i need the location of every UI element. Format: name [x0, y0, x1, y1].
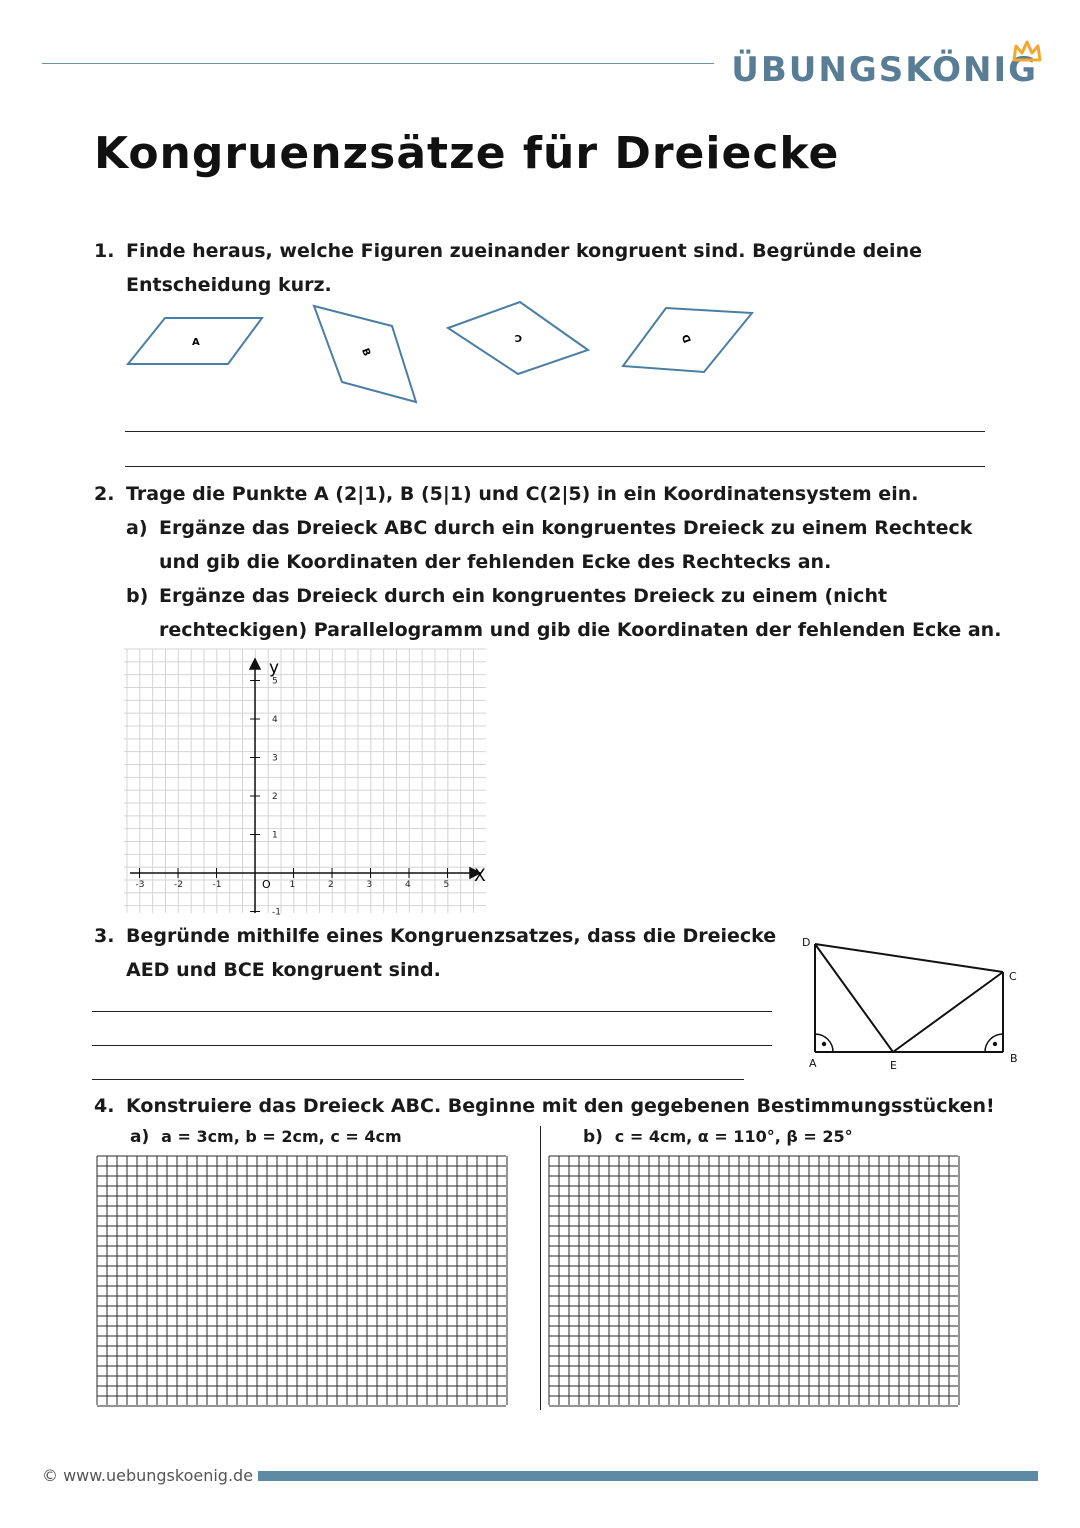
y-tick-label: 2: [272, 792, 278, 802]
task-number: 2.: [94, 483, 115, 505]
answer-line[interactable]: [92, 1079, 744, 1080]
point-label-b: B: [1010, 1052, 1018, 1065]
task-text: Finde heraus, welche Figuren zueinander kongruent sind. Begründe deine: [126, 240, 922, 262]
point-label-a: A: [809, 1057, 817, 1070]
x-tick-label: 2: [328, 880, 334, 890]
parallelogram-figures: [0, 0, 1080, 420]
brand-logo: ÜBUNGSKÖNIG: [731, 50, 1038, 90]
y-tick-label: 5: [272, 676, 278, 687]
quadrilateral-figure: [795, 930, 1035, 1075]
side-dc: [815, 944, 1003, 972]
x-tick-label: 1: [289, 880, 296, 890]
task-text: Trage die Punkte A (2|1), B (5|1) und C(2|5) in ein Koordinatensystem ein.: [126, 483, 919, 505]
subtask-label: b): [126, 585, 149, 607]
task-text: Konstruiere das Dreieck ABC. Beginne mit den gegebenen Bestimmungsstücken!: [126, 1095, 995, 1117]
construction-grid-a[interactable]: [96, 1155, 508, 1407]
task-text: Entscheidung kurz.: [126, 274, 332, 296]
y-axis-arrow: [250, 659, 260, 669]
x-tick-label: 4: [405, 880, 411, 890]
subtask-label: a): [130, 1127, 150, 1147]
task-text: Begründe mithilfe eines Kongruenzsatzes, dass die Dreiecke: [126, 925, 777, 947]
subtask-text: c = 4cm, α = 110°, β = 25°: [614, 1127, 853, 1146]
answer-line[interactable]: [125, 431, 985, 432]
subtask-label: a): [126, 517, 148, 539]
x-axis-label: X: [474, 866, 486, 886]
answer-line[interactable]: [125, 466, 985, 467]
footer-copyright: © www.uebungskoenig.de: [42, 1466, 254, 1485]
shape-label-c: C: [514, 332, 522, 343]
task-3: [94, 919, 794, 987]
point-label-c: C: [1009, 970, 1017, 983]
segment-de: [815, 944, 893, 1052]
task-2: [94, 477, 1034, 647]
page-title: Kongruenzsätze für Dreiecke: [94, 128, 840, 179]
subtask-label: b): [583, 1127, 603, 1147]
subtask-a: [130, 1127, 402, 1147]
shape-label-b: B: [359, 346, 372, 358]
segment-ec: [893, 972, 1003, 1052]
x-tick-label: 3: [366, 880, 373, 890]
construction-grid-b[interactable]: [548, 1155, 960, 1407]
y-tick-label: 4: [272, 715, 278, 725]
y-tick-label: 3: [272, 753, 278, 764]
task-number: 4.: [94, 1095, 115, 1117]
point-label-d: D: [802, 936, 811, 949]
y-axis-label: y: [269, 658, 280, 678]
point-label-e: E: [890, 1059, 897, 1072]
origin-label: O: [262, 878, 271, 891]
subtask-b: [583, 1127, 853, 1147]
task-text: Ergänze das Dreieck ABC durch ein kongruentes Dreieck zu einem Rechteck: [159, 517, 973, 539]
task-text: und gib die Koordinaten der fehlenden Ecke des Rechtecks an.: [159, 551, 832, 573]
x-tick-label: -1: [212, 880, 222, 890]
answer-line[interactable]: [92, 1045, 772, 1046]
shape-label-d: D: [680, 332, 694, 345]
shape-label-a: A: [192, 337, 200, 348]
task-text: Ergänze das Dreieck durch ein kongruentes Dreieck zu einem (nicht: [159, 585, 888, 607]
answer-line[interactable]: [92, 1011, 772, 1012]
task-text: AED und BCE kongruent sind.: [126, 959, 441, 981]
y-tick-label: 1: [272, 830, 278, 841]
task-number: 1.: [94, 240, 115, 262]
x-tick-label: -2: [174, 880, 183, 890]
subtask-text: a = 3cm, b = 2cm, c = 4cm: [161, 1127, 402, 1146]
x-tick-label: 5: [443, 880, 450, 890]
coordinate-system[interactable]: [110, 645, 500, 920]
x-tick-label: -3: [135, 880, 145, 890]
task-4: [94, 1089, 1054, 1123]
column-divider: [540, 1126, 541, 1410]
footer-bar: [258, 1471, 1038, 1481]
y-tick-label: -1: [272, 907, 281, 918]
task-number: 3.: [94, 925, 115, 947]
task-text: rechteckigen) Parallelogramm und gib die Koordinaten der fehlenden Ecke an.: [159, 619, 1002, 641]
